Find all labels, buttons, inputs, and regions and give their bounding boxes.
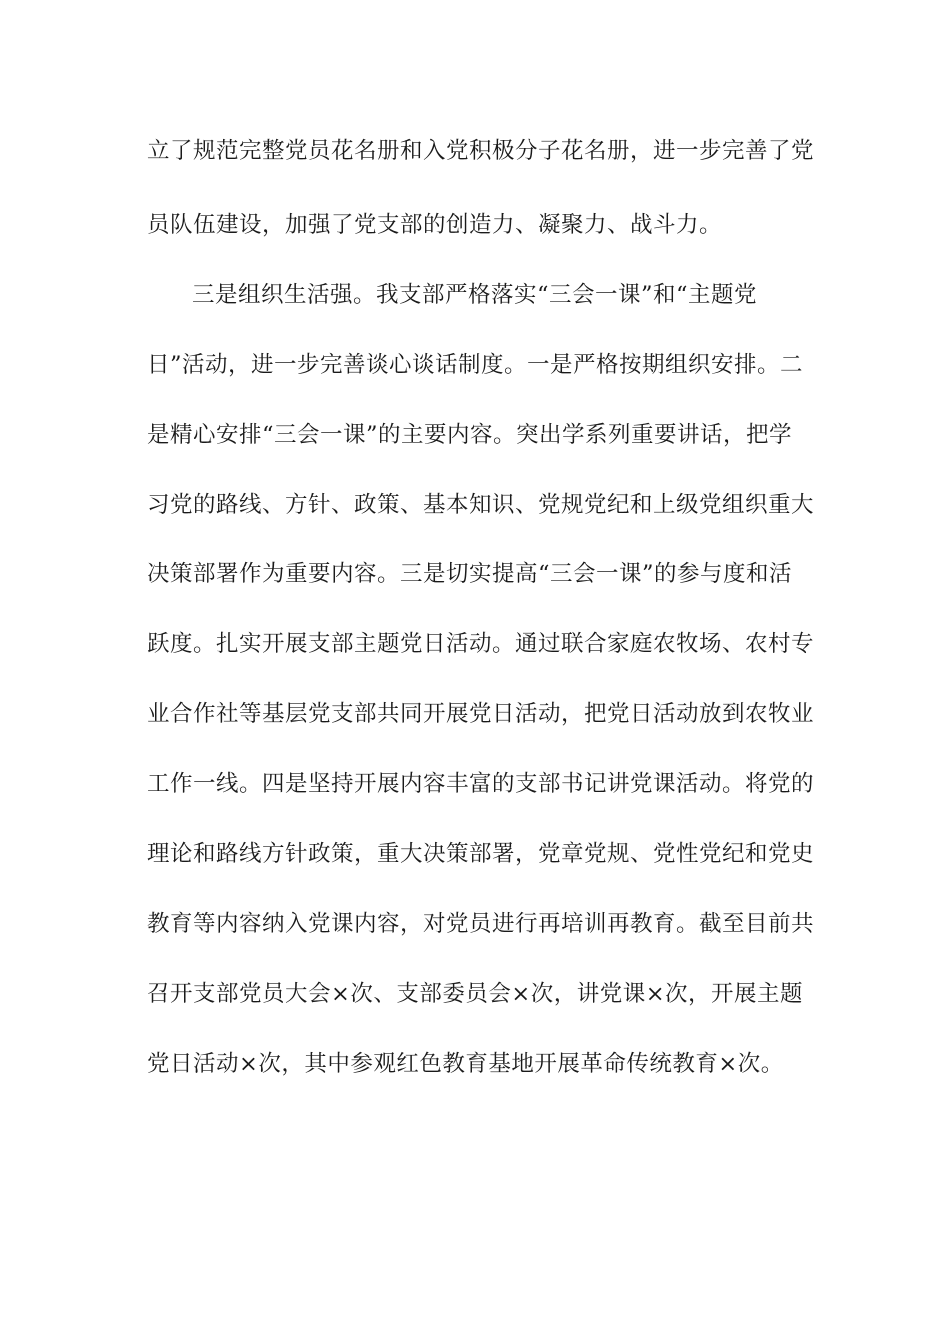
text-line: 召开支部党员大会×次、支部委员会×次，讲党课×次，开展主题 [147,981,804,1007]
text-line: 决策部署作为重要内容。三是切实提高“三会一课”的参与度和活 [147,561,793,587]
text-line: 立了规范完整党员花名册和入党积极分子花名册，进一步完善了党 [147,138,815,164]
text-line: 党日活动×次，其中参观红色教育基地开展革命传统教育×次。 [147,1051,784,1077]
paragraph-start-line: 三是组织生活强。我支部严格落实“三会一课”和“主题党 [192,282,758,308]
text-line: 理论和路线方针政策，重大决策部署，党章党规、党性党纪和党史 [147,841,815,867]
text-line: 员队伍建设，加强了党支部的创造力、凝聚力、战斗力。 [147,212,723,238]
text-line: 教育等内容纳入党课内容，对党员进行再培训再教育。截至目前共 [147,911,815,937]
text-line: 习党的路线、方针、政策、基本知识、党规党纪和上级党组织重大 [147,492,815,518]
text-line: 是精心安排“三会一课”的主要内容。突出学系列重要讲话，把学 [147,422,793,448]
text-line: 工作一线。四是坚持开展内容丰富的支部书记讲党课活动。将党的 [147,771,815,797]
text-line: 日”活动，进一步完善谈心谈话制度。一是严格按期组织安排。二 [147,352,804,378]
text-line: 业合作社等基层党支部共同开展党日活动，把党日活动放到农牧业 [147,701,815,727]
text-line: 跃度。扎实开展支部主题党日活动。通过联合家庭农牧场、农村专 [147,631,815,657]
